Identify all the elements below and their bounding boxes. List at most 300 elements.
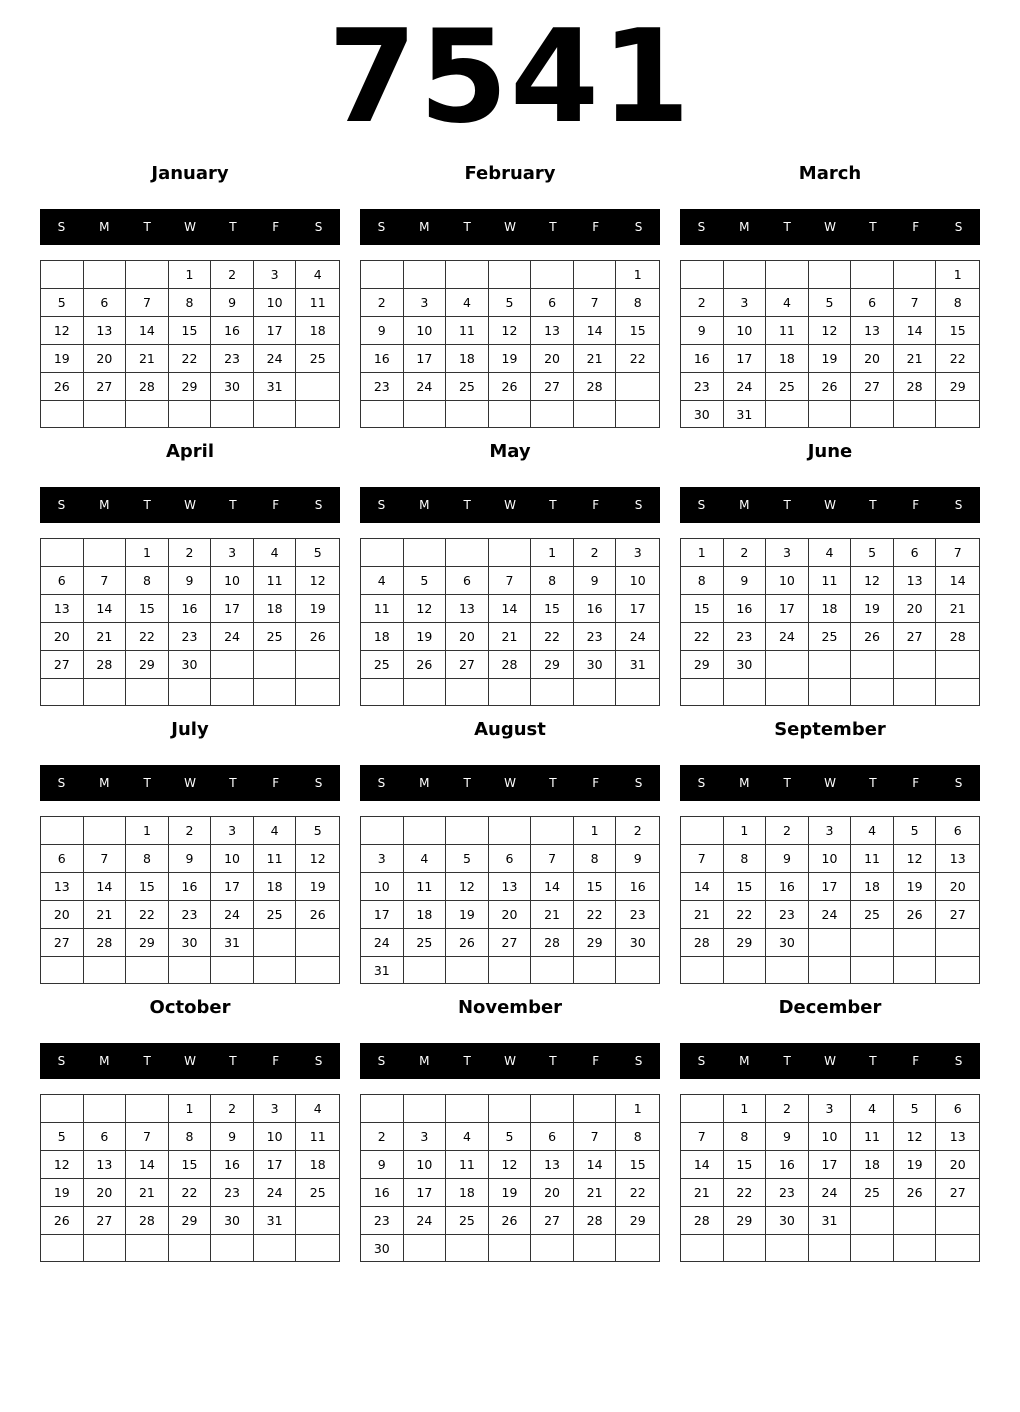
- day-cell: 2: [766, 1095, 809, 1123]
- weekday-label: T: [549, 1054, 557, 1068]
- day-cell: 11: [404, 873, 447, 901]
- weekday-label: S: [954, 220, 963, 234]
- day-cell: 13: [84, 1151, 127, 1179]
- day-cell: 3: [254, 1095, 297, 1123]
- weekday-label: S: [697, 1054, 706, 1068]
- weekday-label: M: [739, 220, 750, 234]
- day-cell: 11: [296, 289, 339, 317]
- day-cell: [41, 1095, 84, 1123]
- day-cell: 6: [84, 1123, 127, 1151]
- day-cell: 28: [681, 1207, 724, 1235]
- day-cell: [681, 957, 724, 983]
- day-cell: 19: [41, 345, 84, 373]
- day-cell: 25: [851, 1179, 894, 1207]
- weekday-label: F: [272, 498, 280, 512]
- day-grid: [40, 538, 340, 706]
- day-cell: [894, 261, 937, 289]
- day-cell: 21: [84, 623, 127, 651]
- weekday-label: S: [634, 776, 643, 790]
- weekday-label: T: [869, 498, 877, 512]
- month-name: December: [778, 997, 882, 1018]
- day-cell: [616, 1235, 659, 1262]
- weekday-label: T: [463, 776, 471, 790]
- day-cell: [809, 957, 852, 983]
- weekday-label: W: [184, 498, 196, 512]
- day-cell: 4: [404, 845, 447, 873]
- day-cell: 25: [254, 901, 297, 929]
- day-cell: 21: [574, 1179, 617, 1207]
- day-cell: 30: [766, 1207, 809, 1235]
- day-cell: 27: [531, 1207, 574, 1235]
- weekday-label: M: [99, 776, 110, 790]
- day-cell: [616, 373, 659, 401]
- day-cell: 19: [894, 873, 937, 901]
- day-cell: 31: [254, 373, 297, 401]
- day-cell: [724, 1235, 767, 1261]
- day-cell: 7: [531, 845, 574, 873]
- weekday-label: T: [463, 1054, 471, 1068]
- day-cell: [936, 401, 979, 428]
- day-cell: 24: [766, 623, 809, 651]
- day-cell: 10: [254, 1123, 297, 1151]
- day-cell: [404, 679, 447, 705]
- day-cell: [894, 1235, 937, 1261]
- day-cell: [361, 539, 404, 567]
- day-cell: 15: [531, 595, 574, 623]
- weekday-label: M: [419, 1054, 430, 1068]
- day-cell: 27: [41, 929, 84, 957]
- day-cell: 8: [724, 845, 767, 873]
- weekday-label: W: [824, 220, 836, 234]
- day-cell: 24: [724, 373, 767, 401]
- day-cell: 5: [489, 289, 532, 317]
- day-cell: [211, 679, 254, 705]
- day-cell: 25: [254, 623, 297, 651]
- weekday-label: F: [272, 220, 280, 234]
- weekday-label: S: [314, 1054, 323, 1068]
- day-cell: 5: [894, 1095, 937, 1123]
- weekday-label: T: [549, 220, 557, 234]
- day-cell: 2: [169, 539, 212, 567]
- day-cell: 19: [851, 595, 894, 623]
- day-cell: 22: [169, 345, 212, 373]
- day-cell: 13: [936, 845, 979, 873]
- weekday-header: [680, 487, 980, 523]
- weekday-label: S: [954, 498, 963, 512]
- day-cell: [766, 401, 809, 428]
- day-cell: [254, 957, 297, 983]
- day-cell: [574, 1235, 617, 1262]
- day-cell: 10: [724, 317, 767, 345]
- day-cell: 23: [361, 1207, 404, 1235]
- day-cell: 18: [851, 1151, 894, 1179]
- day-cell: 5: [404, 567, 447, 595]
- day-cell: 24: [404, 373, 447, 401]
- day-cell: [766, 651, 809, 679]
- day-cell: [766, 261, 809, 289]
- weekday-label: M: [419, 220, 430, 234]
- day-cell: [404, 1235, 447, 1262]
- day-cell: 31: [211, 929, 254, 957]
- day-cell: 21: [84, 901, 127, 929]
- day-cell: 12: [894, 1123, 937, 1151]
- weekday-label: S: [314, 220, 323, 234]
- day-cell: 15: [936, 317, 979, 345]
- day-cell: 17: [809, 873, 852, 901]
- day-cell: 7: [894, 289, 937, 317]
- day-cell: 14: [84, 873, 127, 901]
- day-cell: 27: [489, 929, 532, 957]
- day-cell: 1: [169, 1095, 212, 1123]
- weekday-label: F: [912, 1054, 920, 1068]
- day-cell: 25: [404, 929, 447, 957]
- day-grid: [360, 538, 660, 706]
- day-cell: 19: [296, 595, 339, 623]
- day-cell: [296, 1235, 339, 1261]
- day-cell: [809, 261, 852, 289]
- weekday-label: W: [824, 1054, 836, 1068]
- day-cell: 18: [361, 623, 404, 651]
- day-cell: 16: [724, 595, 767, 623]
- day-cell: 21: [126, 1179, 169, 1207]
- weekday-label: W: [504, 776, 516, 790]
- day-cell: 6: [84, 289, 127, 317]
- day-cell: 11: [446, 317, 489, 345]
- day-cell: 29: [724, 1207, 767, 1235]
- day-cell: 30: [681, 401, 724, 428]
- day-cell: [489, 1095, 532, 1123]
- weekday-label: F: [912, 776, 920, 790]
- day-cell: 13: [851, 317, 894, 345]
- day-cell: 1: [616, 1095, 659, 1123]
- day-cell: 1: [724, 1095, 767, 1123]
- day-cell: 28: [489, 651, 532, 679]
- day-cell: 18: [809, 595, 852, 623]
- day-cell: 1: [169, 261, 212, 289]
- day-cell: 28: [574, 1207, 617, 1235]
- day-cell: 29: [724, 929, 767, 957]
- weekday-label: W: [504, 498, 516, 512]
- day-cell: 16: [211, 1151, 254, 1179]
- day-cell: 26: [894, 1179, 937, 1207]
- day-cell: [296, 373, 339, 401]
- day-cell: 12: [296, 567, 339, 595]
- day-cell: [574, 1095, 617, 1123]
- day-cell: 13: [84, 317, 127, 345]
- day-cell: [489, 401, 532, 427]
- weekday-label: T: [463, 220, 471, 234]
- day-cell: 28: [84, 929, 127, 957]
- weekday-label: S: [954, 776, 963, 790]
- day-cell: 8: [616, 1123, 659, 1151]
- day-cell: [809, 1235, 852, 1261]
- day-cell: [41, 1235, 84, 1261]
- day-cell: 18: [446, 345, 489, 373]
- day-cell: [84, 1235, 127, 1261]
- day-cell: [851, 401, 894, 428]
- day-cell: 23: [211, 345, 254, 373]
- day-cell: 28: [126, 373, 169, 401]
- day-cell: [489, 1235, 532, 1262]
- weekday-label: F: [912, 498, 920, 512]
- day-cell: 12: [851, 567, 894, 595]
- day-grid: [680, 538, 980, 706]
- day-cell: 8: [169, 289, 212, 317]
- day-cell: 22: [531, 623, 574, 651]
- weekday-label: F: [272, 1054, 280, 1068]
- day-cell: 4: [254, 539, 297, 567]
- day-cell: [681, 1235, 724, 1261]
- day-cell: 16: [361, 1179, 404, 1207]
- day-cell: [361, 817, 404, 845]
- day-cell: 26: [894, 901, 937, 929]
- day-cell: 23: [169, 623, 212, 651]
- day-cell: 14: [574, 317, 617, 345]
- day-cell: 4: [851, 817, 894, 845]
- day-cell: 23: [724, 623, 767, 651]
- day-cell: 26: [489, 373, 532, 401]
- day-cell: [211, 957, 254, 983]
- day-cell: 9: [169, 845, 212, 873]
- day-grid: [360, 1094, 660, 1262]
- weekday-label: T: [143, 220, 151, 234]
- day-cell: 6: [41, 567, 84, 595]
- day-cell: 12: [489, 317, 532, 345]
- day-cell: 6: [41, 845, 84, 873]
- day-cell: [211, 651, 254, 679]
- weekday-label: M: [99, 1054, 110, 1068]
- day-cell: 20: [936, 1151, 979, 1179]
- day-cell: 13: [936, 1123, 979, 1151]
- day-cell: 1: [724, 817, 767, 845]
- day-cell: 22: [724, 1179, 767, 1207]
- month-name: June: [807, 441, 853, 462]
- weekday-label: F: [592, 1054, 600, 1068]
- day-cell: 12: [41, 1151, 84, 1179]
- day-cell: 14: [84, 595, 127, 623]
- day-cell: 5: [489, 1123, 532, 1151]
- day-cell: 14: [126, 317, 169, 345]
- day-cell: 27: [936, 1179, 979, 1207]
- day-cell: 13: [489, 873, 532, 901]
- day-cell: 7: [84, 567, 127, 595]
- weekday-label: S: [634, 1054, 643, 1068]
- day-cell: 8: [724, 1123, 767, 1151]
- day-cell: 25: [296, 345, 339, 373]
- weekday-label: M: [419, 498, 430, 512]
- day-cell: 16: [766, 873, 809, 901]
- day-cell: 30: [361, 1235, 404, 1262]
- day-cell: 15: [126, 873, 169, 901]
- day-cell: [126, 401, 169, 427]
- day-cell: 9: [211, 289, 254, 317]
- day-cell: 31: [809, 1207, 852, 1235]
- day-cell: 11: [851, 1123, 894, 1151]
- weekday-label: T: [869, 1054, 877, 1068]
- day-cell: 25: [361, 651, 404, 679]
- day-cell: 28: [936, 623, 979, 651]
- day-cell: 23: [681, 373, 724, 401]
- day-cell: [84, 679, 127, 705]
- day-cell: 4: [254, 817, 297, 845]
- day-cell: [169, 1235, 212, 1261]
- day-grid: [40, 1094, 340, 1262]
- day-cell: 20: [531, 1179, 574, 1207]
- day-cell: 16: [616, 873, 659, 901]
- day-cell: [851, 957, 894, 983]
- day-cell: 10: [404, 317, 447, 345]
- day-cell: [404, 957, 447, 984]
- day-cell: [446, 817, 489, 845]
- day-cell: [894, 929, 937, 957]
- weekday-label: S: [57, 1054, 66, 1068]
- day-cell: [296, 651, 339, 679]
- day-cell: [489, 539, 532, 567]
- day-cell: 6: [446, 567, 489, 595]
- day-cell: 5: [446, 845, 489, 873]
- day-cell: 5: [296, 817, 339, 845]
- month-name: August: [474, 719, 546, 740]
- day-cell: 3: [766, 539, 809, 567]
- day-cell: [361, 1095, 404, 1123]
- day-cell: 22: [126, 623, 169, 651]
- weekday-label: S: [697, 220, 706, 234]
- weekday-header: [360, 487, 660, 523]
- weekday-label: T: [783, 220, 791, 234]
- day-cell: 7: [126, 1123, 169, 1151]
- day-cell: 4: [361, 567, 404, 595]
- day-cell: 20: [851, 345, 894, 373]
- day-cell: 30: [169, 651, 212, 679]
- day-cell: 25: [766, 373, 809, 401]
- weekday-label: W: [504, 1054, 516, 1068]
- day-cell: 25: [446, 373, 489, 401]
- day-cell: [404, 539, 447, 567]
- day-cell: 20: [894, 595, 937, 623]
- day-cell: [84, 817, 127, 845]
- day-cell: 6: [851, 289, 894, 317]
- day-grid: [680, 260, 980, 428]
- weekday-header: [360, 209, 660, 245]
- day-cell: 15: [616, 317, 659, 345]
- weekday-label: T: [869, 220, 877, 234]
- day-cell: 2: [361, 1123, 404, 1151]
- day-cell: 31: [254, 1207, 297, 1235]
- day-cell: 2: [211, 261, 254, 289]
- day-cell: 12: [894, 845, 937, 873]
- day-cell: 30: [616, 929, 659, 957]
- day-cell: 6: [894, 539, 937, 567]
- day-cell: 7: [681, 1123, 724, 1151]
- day-cell: 11: [361, 595, 404, 623]
- day-cell: 4: [851, 1095, 894, 1123]
- day-cell: 19: [894, 1151, 937, 1179]
- day-cell: 3: [404, 1123, 447, 1151]
- day-cell: 15: [126, 595, 169, 623]
- day-cell: [169, 679, 212, 705]
- weekday-label: M: [739, 776, 750, 790]
- day-cell: 24: [254, 1179, 297, 1207]
- day-cell: [936, 679, 979, 705]
- day-cell: 12: [296, 845, 339, 873]
- weekday-label: W: [824, 498, 836, 512]
- weekday-label: T: [783, 1054, 791, 1068]
- day-cell: 4: [446, 289, 489, 317]
- day-cell: [894, 651, 937, 679]
- weekday-label: W: [184, 1054, 196, 1068]
- day-cell: [446, 1235, 489, 1262]
- day-cell: 5: [41, 1123, 84, 1151]
- day-cell: 13: [531, 1151, 574, 1179]
- day-cell: 21: [126, 345, 169, 373]
- day-cell: 17: [254, 1151, 297, 1179]
- day-cell: 26: [851, 623, 894, 651]
- weekday-header: [40, 1043, 340, 1079]
- day-cell: [446, 401, 489, 427]
- weekday-label: T: [229, 776, 237, 790]
- day-cell: [84, 261, 127, 289]
- day-cell: [404, 817, 447, 845]
- month-name: March: [798, 163, 862, 184]
- day-cell: [404, 1095, 447, 1123]
- day-cell: [126, 957, 169, 983]
- day-cell: [724, 679, 767, 705]
- day-cell: [446, 1095, 489, 1123]
- day-cell: 26: [809, 373, 852, 401]
- day-cell: 10: [809, 1123, 852, 1151]
- day-cell: [446, 261, 489, 289]
- day-cell: [126, 261, 169, 289]
- day-cell: 6: [531, 289, 574, 317]
- day-cell: 18: [296, 317, 339, 345]
- day-cell: 5: [296, 539, 339, 567]
- day-cell: [681, 1095, 724, 1123]
- day-cell: 10: [211, 845, 254, 873]
- day-cell: 3: [404, 289, 447, 317]
- weekday-label: M: [739, 498, 750, 512]
- day-cell: 15: [724, 873, 767, 901]
- day-cell: 26: [296, 901, 339, 929]
- day-grid: [360, 816, 660, 984]
- day-cell: 2: [211, 1095, 254, 1123]
- day-cell: 31: [616, 651, 659, 679]
- day-cell: [809, 401, 852, 428]
- day-cell: 20: [446, 623, 489, 651]
- day-cell: 24: [404, 1207, 447, 1235]
- day-cell: 14: [126, 1151, 169, 1179]
- day-cell: 7: [84, 845, 127, 873]
- day-cell: 29: [936, 373, 979, 401]
- day-cell: 12: [489, 1151, 532, 1179]
- weekday-label: M: [419, 776, 430, 790]
- day-cell: [574, 261, 617, 289]
- day-cell: 11: [766, 317, 809, 345]
- day-cell: 6: [489, 845, 532, 873]
- day-cell: 4: [446, 1123, 489, 1151]
- day-cell: [446, 679, 489, 705]
- day-cell: 20: [41, 901, 84, 929]
- day-cell: 26: [446, 929, 489, 957]
- day-cell: 27: [894, 623, 937, 651]
- day-cell: [681, 817, 724, 845]
- day-cell: 22: [616, 345, 659, 373]
- day-cell: [84, 1095, 127, 1123]
- day-cell: [296, 957, 339, 983]
- day-cell: [404, 261, 447, 289]
- day-cell: [766, 957, 809, 983]
- day-grid: [680, 1094, 980, 1262]
- day-cell: 27: [41, 651, 84, 679]
